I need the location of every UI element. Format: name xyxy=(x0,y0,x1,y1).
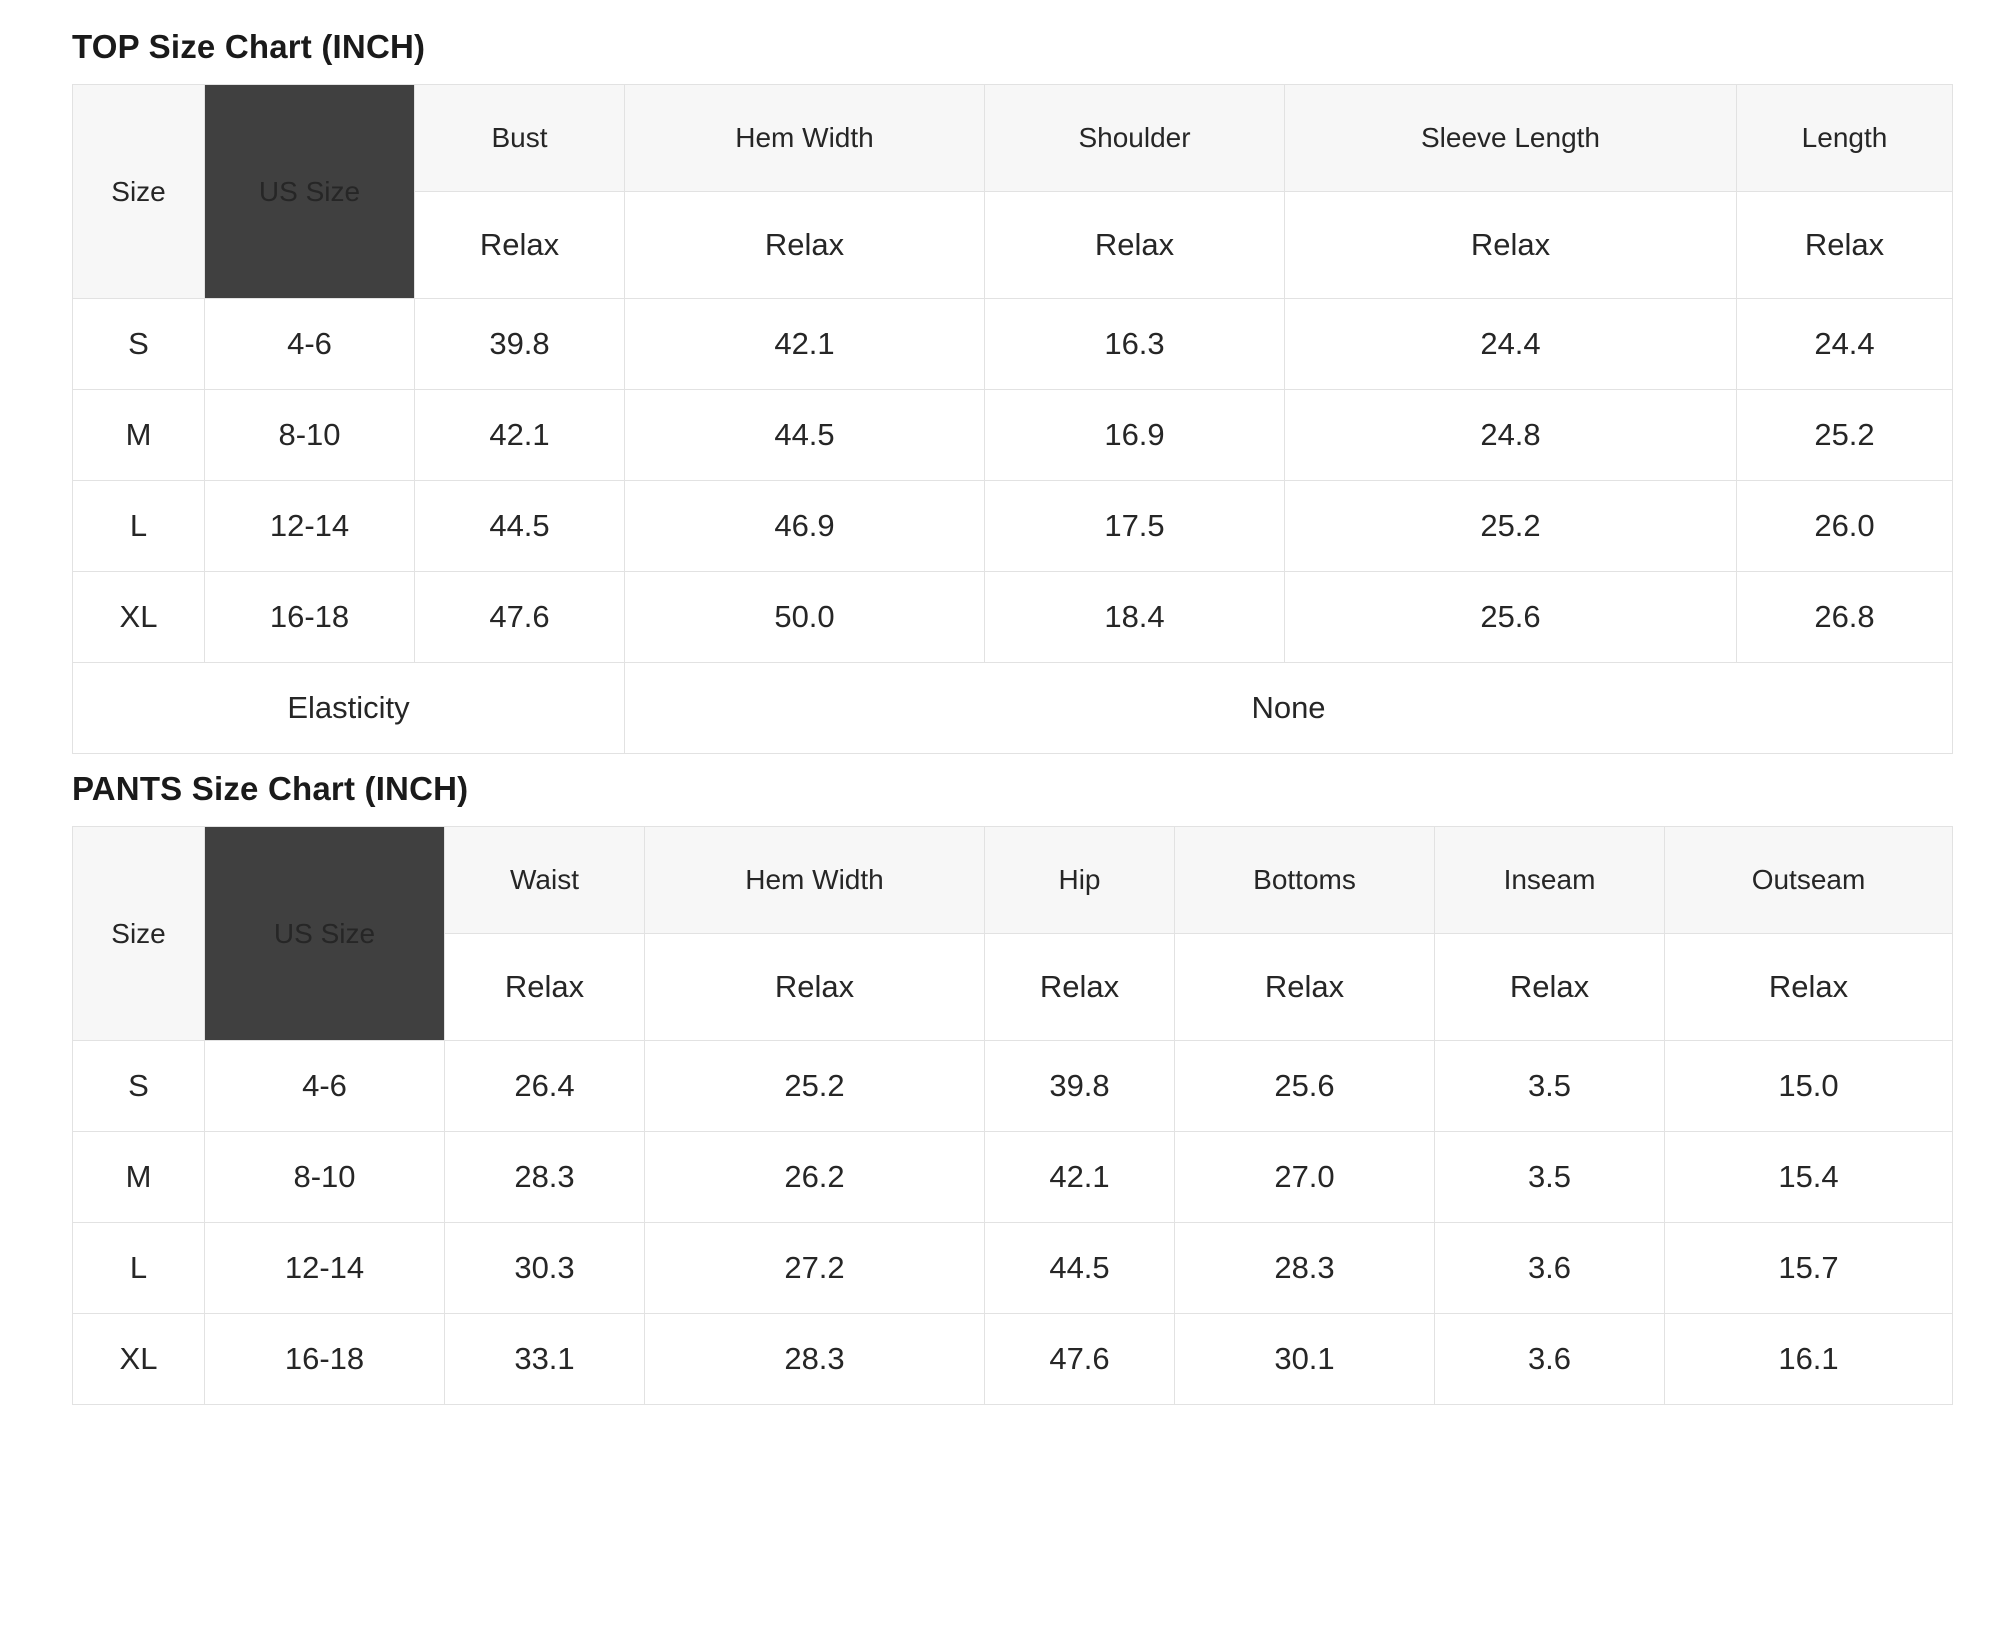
cell-inseam: 3.5 xyxy=(1435,1132,1665,1223)
cell-hem-width: 27.2 xyxy=(645,1223,985,1314)
cell-hem-width: 42.1 xyxy=(625,299,985,390)
cell-us-size: 4-6 xyxy=(205,1041,445,1132)
cell-length: 26.0 xyxy=(1737,481,1953,572)
subheader-length-relax: Relax xyxy=(1737,192,1953,299)
table-row xyxy=(73,572,1953,663)
cell-hem-width: 50.0 xyxy=(625,572,985,663)
table-row xyxy=(73,1223,1953,1314)
header-hip: Hip xyxy=(985,827,1175,934)
cell-hip: 39.8 xyxy=(985,1041,1175,1132)
header-inseam: Inseam xyxy=(1435,827,1665,934)
cell-inseam: 3.6 xyxy=(1435,1223,1665,1314)
cell-us-size: 4-6 xyxy=(205,299,415,390)
subheader-waist-relax: Relax xyxy=(445,934,645,1041)
cell-sleeve-length: 25.2 xyxy=(1285,481,1737,572)
table-header-row xyxy=(73,85,1953,192)
header-hem-width: Hem Width xyxy=(625,85,985,192)
cell-outseam: 15.7 xyxy=(1665,1223,1953,1314)
header-waist: Waist xyxy=(445,827,645,934)
cell-bust: 44.5 xyxy=(415,481,625,572)
cell-inseam: 3.5 xyxy=(1435,1041,1665,1132)
table-row xyxy=(73,481,1953,572)
cell-hem-width: 44.5 xyxy=(625,390,985,481)
cell-length: 24.4 xyxy=(1737,299,1953,390)
cell-us-size: 8-10 xyxy=(205,390,415,481)
header-shoulder: Shoulder xyxy=(985,85,1285,192)
cell-bust: 47.6 xyxy=(415,572,625,663)
table-row xyxy=(73,390,1953,481)
subheader-sleeve-length-relax: Relax xyxy=(1285,192,1737,299)
cell-shoulder: 17.5 xyxy=(985,481,1285,572)
elasticity-label: Elasticity xyxy=(73,663,625,754)
header-size: Size xyxy=(73,85,205,299)
cell-us-size: 12-14 xyxy=(205,481,415,572)
cell-bottoms: 30.1 xyxy=(1175,1314,1435,1405)
subheader-hem-width-relax: Relax xyxy=(645,934,985,1041)
subheader-hip-relax: Relax xyxy=(985,934,1175,1041)
top-size-chart-title: TOP Size Chart (INCH) xyxy=(72,28,426,65)
header-size: Size xyxy=(73,827,205,1041)
elasticity-value: None xyxy=(625,663,1953,754)
cell-sleeve-length: 24.8 xyxy=(1285,390,1737,481)
cell-inseam: 3.6 xyxy=(1435,1314,1665,1405)
cell-waist: 26.4 xyxy=(445,1041,645,1132)
cell-waist: 28.3 xyxy=(445,1132,645,1223)
cell-us-size: 16-18 xyxy=(205,572,415,663)
header-bottoms: Bottoms xyxy=(1175,827,1435,934)
cell-us-size: 8-10 xyxy=(205,1132,445,1223)
subheader-bottoms-relax: Relax xyxy=(1175,934,1435,1041)
cell-sleeve-length: 25.6 xyxy=(1285,572,1737,663)
subheader-shoulder-relax: Relax xyxy=(985,192,1285,299)
header-us-size: US Size xyxy=(205,827,445,1041)
cell-bottoms: 25.6 xyxy=(1175,1041,1435,1132)
header-bust: Bust xyxy=(415,85,625,192)
cell-bust: 39.8 xyxy=(415,299,625,390)
cell-length: 25.2 xyxy=(1737,390,1953,481)
cell-shoulder: 18.4 xyxy=(985,572,1285,663)
header-outseam: Outseam xyxy=(1665,827,1953,934)
cell-size: S xyxy=(73,1041,205,1132)
pants-size-chart-table xyxy=(72,826,1953,1405)
table-row xyxy=(73,299,1953,390)
cell-size: S xyxy=(73,299,205,390)
table-row xyxy=(73,1314,1953,1405)
cell-hem-width: 46.9 xyxy=(625,481,985,572)
subheader-bust-relax: Relax xyxy=(415,192,625,299)
table-row xyxy=(73,1041,1953,1132)
cell-sleeve-length: 24.4 xyxy=(1285,299,1737,390)
cell-hip: 47.6 xyxy=(985,1314,1175,1405)
cell-size: M xyxy=(73,1132,205,1223)
cell-size: L xyxy=(73,481,205,572)
table-header-row xyxy=(73,827,1953,934)
cell-size: L xyxy=(73,1223,205,1314)
header-sleeve-length: Sleeve Length xyxy=(1285,85,1737,192)
cell-length: 26.8 xyxy=(1737,572,1953,663)
cell-hem-width: 28.3 xyxy=(645,1314,985,1405)
cell-hip: 44.5 xyxy=(985,1223,1175,1314)
header-length: Length xyxy=(1737,85,1953,192)
top-size-chart-table xyxy=(72,84,1953,754)
cell-hem-width: 25.2 xyxy=(645,1041,985,1132)
cell-waist: 30.3 xyxy=(445,1223,645,1314)
subheader-outseam-relax: Relax xyxy=(1665,934,1953,1041)
cell-shoulder: 16.9 xyxy=(985,390,1285,481)
cell-hip: 42.1 xyxy=(985,1132,1175,1223)
table-footer-row xyxy=(73,663,1953,754)
cell-outseam: 15.4 xyxy=(1665,1132,1953,1223)
subheader-hem-width-relax: Relax xyxy=(625,192,985,299)
header-us-size: US Size xyxy=(205,85,415,299)
cell-size: XL xyxy=(73,572,205,663)
table-row xyxy=(73,1132,1953,1223)
cell-us-size: 12-14 xyxy=(205,1223,445,1314)
cell-bottoms: 28.3 xyxy=(1175,1223,1435,1314)
cell-hem-width: 26.2 xyxy=(645,1132,985,1223)
pants-size-chart-title: PANTS Size Chart (INCH) xyxy=(72,770,469,807)
cell-size: XL xyxy=(73,1314,205,1405)
cell-bottoms: 27.0 xyxy=(1175,1132,1435,1223)
cell-outseam: 15.0 xyxy=(1665,1041,1953,1132)
cell-us-size: 16-18 xyxy=(205,1314,445,1405)
cell-shoulder: 16.3 xyxy=(985,299,1285,390)
cell-size: M xyxy=(73,390,205,481)
cell-bust: 42.1 xyxy=(415,390,625,481)
cell-waist: 33.1 xyxy=(445,1314,645,1405)
cell-outseam: 16.1 xyxy=(1665,1314,1953,1405)
subheader-inseam-relax: Relax xyxy=(1435,934,1665,1041)
header-hem-width: Hem Width xyxy=(645,827,985,934)
